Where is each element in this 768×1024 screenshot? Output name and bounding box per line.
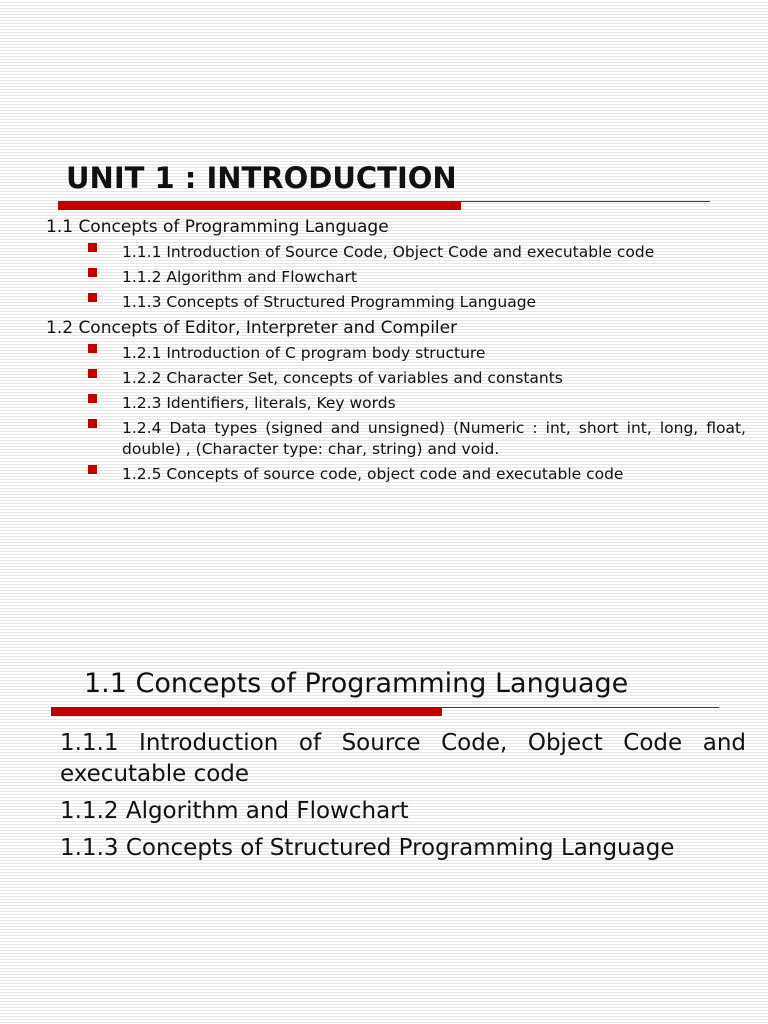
square-bullet-icon xyxy=(88,243,97,252)
list-item xyxy=(46,418,746,460)
slide-title: 1.1 Concepts of Programming Language xyxy=(84,668,629,699)
title-underline-thin xyxy=(442,707,719,708)
list-item-text: 1.1.3 Concepts of Structured Programming Language xyxy=(122,293,537,311)
title-underline-thick xyxy=(58,201,461,210)
square-bullet-icon xyxy=(88,293,97,302)
list-item-text: 1.2.3 Identifiers, literals, Key words xyxy=(122,394,396,412)
square-bullet-icon xyxy=(88,465,97,474)
content-line: 1.1.2 Algorithm and Flowchart xyxy=(60,798,409,824)
list-item-text: 1.2.4 Data types (signed and unsigned) (Numeric : int, short int, long, float, double) , (Character type: char, string) and void. xyxy=(122,419,746,458)
title-underline-thin xyxy=(461,201,710,202)
list-item-text: 1.2.5 Concepts of source code, object code and executable code xyxy=(122,465,624,483)
square-bullet-icon xyxy=(88,268,97,277)
list-item-text: 1.2.2 Character Set, concepts of variables and constants xyxy=(122,369,563,387)
list-item-text: 1.2.1 Introduction of C program body structure xyxy=(122,344,486,362)
list-item-text: 1.1.1 Introduction of Source Code, Object Code and executable code xyxy=(122,243,655,261)
section-items xyxy=(46,343,746,485)
title-underline-thick xyxy=(51,707,442,716)
list-item xyxy=(46,393,746,414)
list-item-text: 1.1.2 Algorithm and Flowchart xyxy=(122,268,357,286)
content-line: 1.1.1 Introduction of Source Code, Object Code and executable code xyxy=(60,730,746,787)
square-bullet-icon xyxy=(88,344,97,353)
slide-content xyxy=(60,728,746,870)
list-item xyxy=(46,343,746,364)
slide-concepts-programming-language xyxy=(0,512,768,1024)
section-heading: 1.2 Concepts of Editor, Interpreter and Compiler xyxy=(46,318,458,338)
list-item xyxy=(46,464,746,485)
section-items xyxy=(46,242,746,313)
list-item xyxy=(46,242,746,263)
square-bullet-icon xyxy=(88,394,97,403)
section-heading: 1.1 Concepts of Programming Language xyxy=(46,217,389,237)
slide-title: UNIT 1 : INTRODUCTION xyxy=(66,161,457,195)
content-line: 1.1.3 Concepts of Structured Programming Language xyxy=(60,835,675,861)
square-bullet-icon xyxy=(88,369,97,378)
square-bullet-icon xyxy=(88,419,97,428)
list-item xyxy=(46,292,746,313)
list-item xyxy=(46,368,746,389)
list-item xyxy=(46,267,746,288)
outline xyxy=(46,216,746,489)
